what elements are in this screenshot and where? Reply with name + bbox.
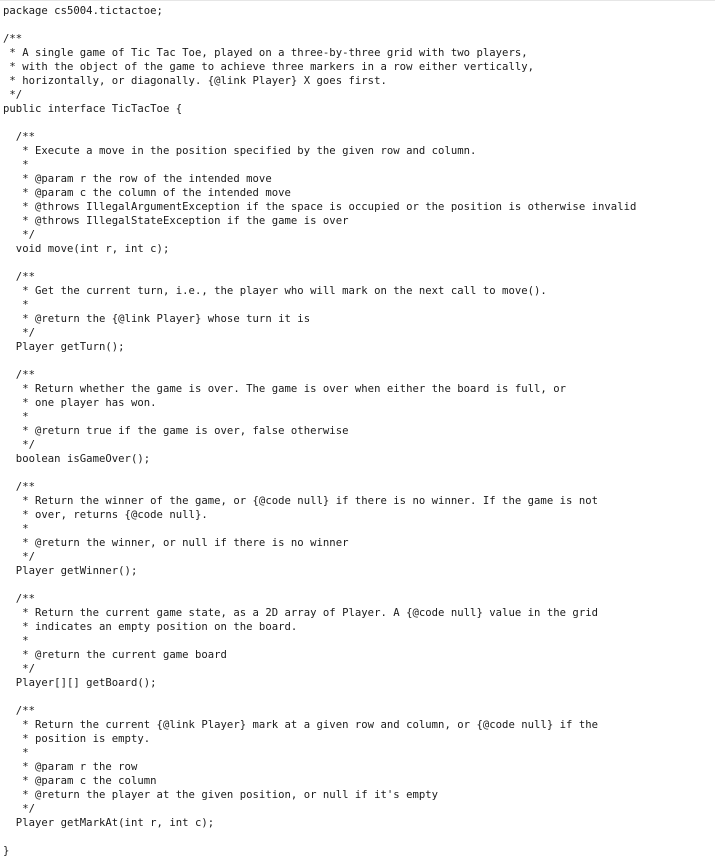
code-line: * over, returns {@code null}. — [3, 509, 208, 521]
code-line: */ — [3, 439, 35, 451]
code-line: /** — [3, 33, 23, 45]
code-line: * @return the winner, or null if there is no winner — [3, 537, 349, 549]
code-line: * Return the winner of the game, or {@code null} if there is no winner. If the game is not — [3, 495, 599, 507]
code-line: void move(int r, int c); — [3, 243, 170, 255]
code-line: * @return the current game board — [3, 649, 227, 661]
code-line: * @return the player at the given position, or null if it's empty — [3, 789, 439, 801]
code-line: /** — [3, 705, 35, 717]
code-line — [3, 256, 636, 270]
code-line: */ — [3, 89, 23, 101]
code-line: /** — [3, 481, 35, 493]
code-line: * — [3, 411, 29, 423]
code-line: * horizontally, or diagonally. {@link Player} X goes first. — [3, 75, 387, 87]
code-line — [3, 466, 636, 480]
code-line — [3, 354, 636, 368]
code-line: * @param r the row — [3, 761, 138, 773]
code-line: */ — [3, 327, 35, 339]
code-line: * Return the current {@link Player} mark at a given row and column, or {@code null} if the — [3, 719, 599, 731]
code-line — [3, 18, 636, 32]
code-line: * @return the {@link Player} whose turn it is — [3, 313, 311, 325]
code-line: * @param c the column — [3, 775, 157, 787]
code-line: */ — [3, 803, 35, 815]
code-line: * one player has won. — [3, 397, 157, 409]
code-line: * @param c the column of the intended move — [3, 187, 291, 199]
code-line: */ — [3, 229, 35, 241]
code-line: * @throws IllegalStateException if the game is over — [3, 215, 349, 227]
code-line: /** — [3, 271, 35, 283]
code-line: * — [3, 635, 29, 647]
code-line: /** — [3, 593, 35, 605]
code-line — [3, 116, 636, 130]
code-lines — [3, 4, 636, 858]
code-line: * Execute a move in the position specified by the given row and column. — [3, 145, 477, 157]
code-line: * — [3, 747, 29, 759]
code-line: /** — [3, 131, 35, 143]
code-line: * indicates an empty position on the board. — [3, 621, 298, 633]
code-line: * @return true if the game is over, false otherwise — [3, 425, 349, 437]
code-line — [3, 578, 636, 592]
code-line: Player getTurn(); — [3, 341, 125, 353]
code-line: */ — [3, 663, 35, 675]
code-line: * Return the current game state, as a 2D array of Player. A {@code null} value in the grid — [3, 607, 599, 619]
code-line: * — [3, 523, 29, 535]
code-line: * with the object of the game to achieve three markers in a row either vertically, — [3, 61, 535, 73]
code-line: */ — [3, 551, 35, 563]
code-line: * @throws IllegalArgumentException if the space is occupied or the position is otherwise invalid — [3, 201, 637, 213]
code-line — [3, 830, 636, 844]
code-line: * — [3, 159, 29, 171]
code-line: * position is empty. — [3, 733, 151, 745]
code-line: } — [3, 845, 10, 857]
code-line — [3, 690, 636, 704]
code-line: package cs5004.tictactoe; — [3, 5, 163, 17]
code-line: Player[][] getBoard(); — [3, 677, 157, 689]
code-line: boolean isGameOver(); — [3, 453, 151, 465]
code-line: Player getMarkAt(int r, int c); — [3, 817, 215, 829]
code-line: * — [3, 299, 29, 311]
code-line: * Return whether the game is over. The game is over when either the board is full, or — [3, 383, 567, 395]
code-line: * @param r the row of the intended move — [3, 173, 272, 185]
code-line: * Get the current turn, i.e., the player who will mark on the next call to move(). — [3, 285, 547, 297]
code-line: * A single game of Tic Tac Toe, played on a three-by-three grid with two players, — [3, 47, 528, 59]
code-line: public interface TicTacToe { — [3, 103, 183, 115]
code-line: /** — [3, 369, 35, 381]
code-line: Player getWinner(); — [3, 565, 138, 577]
